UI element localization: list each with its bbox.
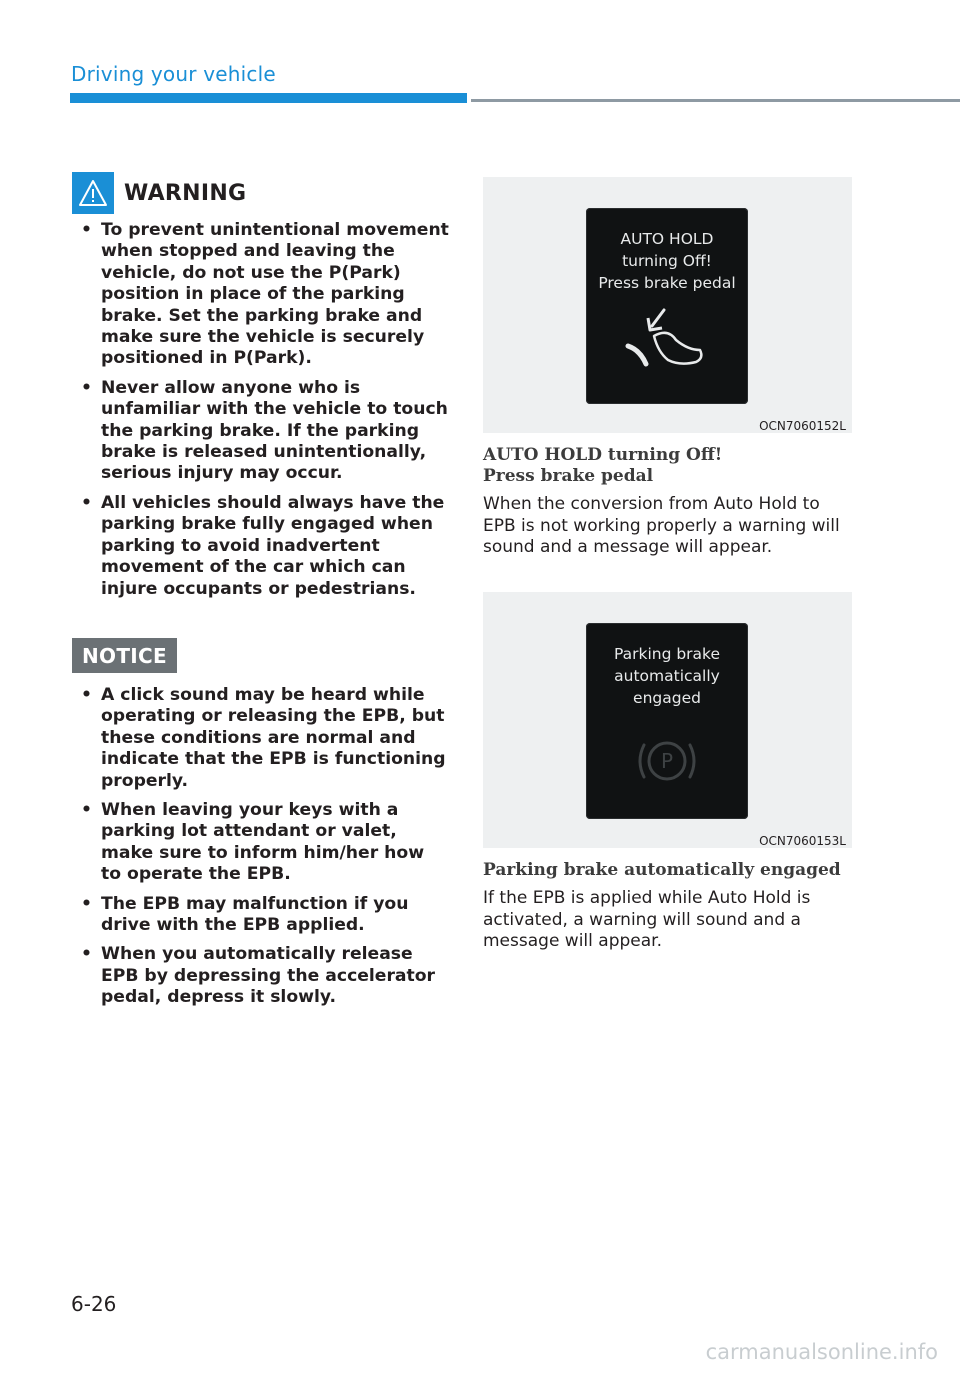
page-number: 6-26: [71, 1292, 117, 1316]
header-bar-rule: [471, 99, 960, 102]
warning-triangle-icon: [72, 172, 114, 214]
caption-title-line: AUTO HOLD turning Off!: [483, 445, 723, 465]
figure-parking-brake: [483, 592, 852, 953]
caption-title-line: Parking brake automatically engaged: [483, 860, 841, 880]
cluster-line: Press brake pedal: [598, 274, 736, 292]
notice-item: • The EPB may malfunction if you drive with the EPB applied.: [72, 894, 450, 937]
brake-pedal-icon: [624, 306, 710, 370]
warning-item: • Never allow anyone who is unfamiliar with the vehicle to touch the parking brake. If the parking brake is released unintentionally, serious injury may occur.: [72, 378, 450, 485]
svg-text:P: P: [660, 749, 674, 773]
warning-item: • To prevent unintentional movement when stopped and leaving the vehicle, do not use the P(Park) position in place of the parking brake. Set the parking brake and make sure the vehicle is securely positioned in P(Park).: [72, 220, 450, 370]
notice-list: [72, 685, 450, 1009]
warning-label: WARNING: [124, 180, 247, 206]
figure-auto-hold: [483, 177, 852, 559]
warning-list: [72, 220, 450, 600]
figure-caption-body: When the conversion from Auto Hold to EPB is not working properly a warning will sound and a message will appear.: [483, 494, 840, 557]
header-title: Driving your vehicle: [71, 62, 276, 86]
watermark: carmanualsonline.info: [705, 1340, 938, 1364]
notice-badge: NOTICE: [72, 638, 177, 673]
cluster-line: turning Off!: [622, 252, 712, 270]
cluster-message: [586, 643, 748, 709]
notice-item: • When you automatically release EPB by depressing the accelerator pedal, depress it slowly.: [72, 944, 450, 1008]
warning-heading: [72, 172, 450, 214]
figure-caption-body: If the EPB is applied while Auto Hold is activated, a warning will sound and a message will appear.: [483, 888, 811, 951]
cluster-display: [586, 208, 748, 404]
figure-image-panel: [483, 177, 852, 433]
figure-image-panel: [483, 592, 852, 848]
cluster-line: AUTO HOLD: [620, 230, 714, 248]
figure-caption-title: [483, 860, 852, 881]
warning-item: • All vehicles should always have the parking brake fully engaged when parking to avoid inadvertent movement of the car which can injure occupants or pedestrians.: [72, 493, 450, 600]
figure-code: OCN7060152L: [759, 419, 846, 433]
figure-caption-title: [483, 445, 852, 487]
figure-code: OCN7060153L: [759, 834, 846, 848]
cluster-display: [586, 623, 748, 819]
cluster-line: Parking brake: [613, 645, 721, 663]
caption-title-line: Press brake pedal: [483, 466, 654, 486]
notice-item: • When leaving your keys with a parking lot attendant or valet, make sure to inform him/her how to operate the EPB.: [72, 800, 450, 886]
cluster-line: automatically: [614, 667, 720, 685]
left-column: [72, 172, 450, 1017]
cluster-line: engaged: [633, 689, 701, 707]
header-bar-accent: [70, 93, 467, 103]
notice-item: • A click sound may be heard while operating or releasing the EPB, but these conditions are normal and indicate that the EPB is functioning properly.: [72, 685, 450, 792]
parking-brake-p-icon: [632, 733, 702, 793]
cluster-message: [586, 228, 748, 294]
